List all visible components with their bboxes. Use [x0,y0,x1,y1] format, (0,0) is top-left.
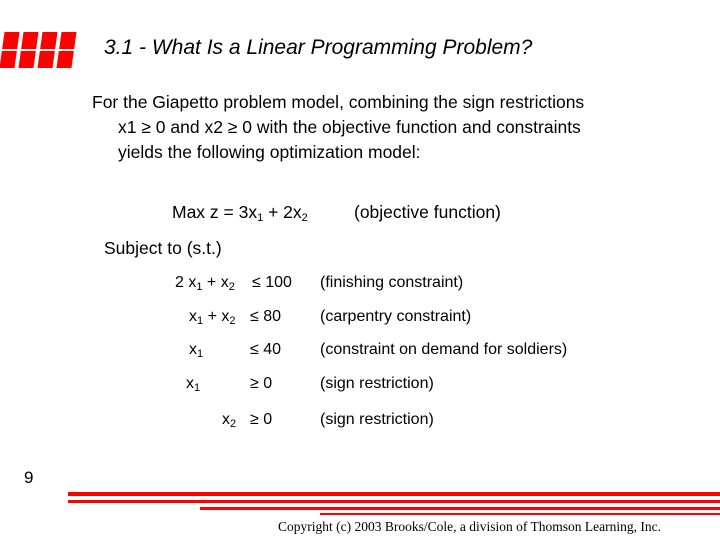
constraint-lhs: $x_1$ [189,341,204,360]
copyright-notice: Copyright (c) 2003 Brooks/Cole, a division of Thomson Learning, Inc. [278,519,661,534]
page-number: 9 [24,468,34,487]
constraint-rhs: ≤ 40 [250,341,282,358]
objective-function: Max $z = 3x_1 + 2x_2$ (objective function) [172,202,501,224]
subject-to-label: Subject to (s.t.) [104,238,222,258]
constraint-desc: (finishing constraint) [320,274,464,291]
constraint-rhs: ≥ 0 [250,411,273,428]
constraint-desc: (carpentry constraint) [320,308,472,325]
constraint-lhs: $x_2$ [222,411,237,430]
slide-title: 3.1 - What Is a Linear Programming Problem? [104,36,533,59]
intro-line-3: yields the following optimization model: [118,142,421,162]
constraint-lhs: $x_1$ [186,375,201,394]
footer-rule [68,500,720,503]
constraint-lhs: $x_1 + x_2$ [189,308,236,327]
constraint-desc: (sign restriction) [320,375,434,392]
constraint-lhs: 2 $x_1 + x_2$ [175,274,235,293]
objective-note: (objective function) [354,202,501,222]
footer-rule [200,507,720,510]
constraint-desc: (sign restriction) [320,411,434,428]
footer-rule [320,513,720,515]
constraint-rhs: ≥ 0 [250,375,273,392]
intro-line-1: For the Giapetto problem model, combining the sign restrictions [92,92,585,112]
red-blocks-logo [0,32,76,68]
footer-rule [68,492,720,496]
constraint-rhs: ≤ 100 [252,274,292,291]
constraint-desc: (constraint on demand for soldiers) [320,341,568,358]
intro-paragraph [92,90,584,165]
constraint-rhs: ≤ 80 [250,308,282,325]
intro-line-2: x1 ≥ 0 and x2 ≥ 0 with the objective function and constraints [118,117,581,137]
